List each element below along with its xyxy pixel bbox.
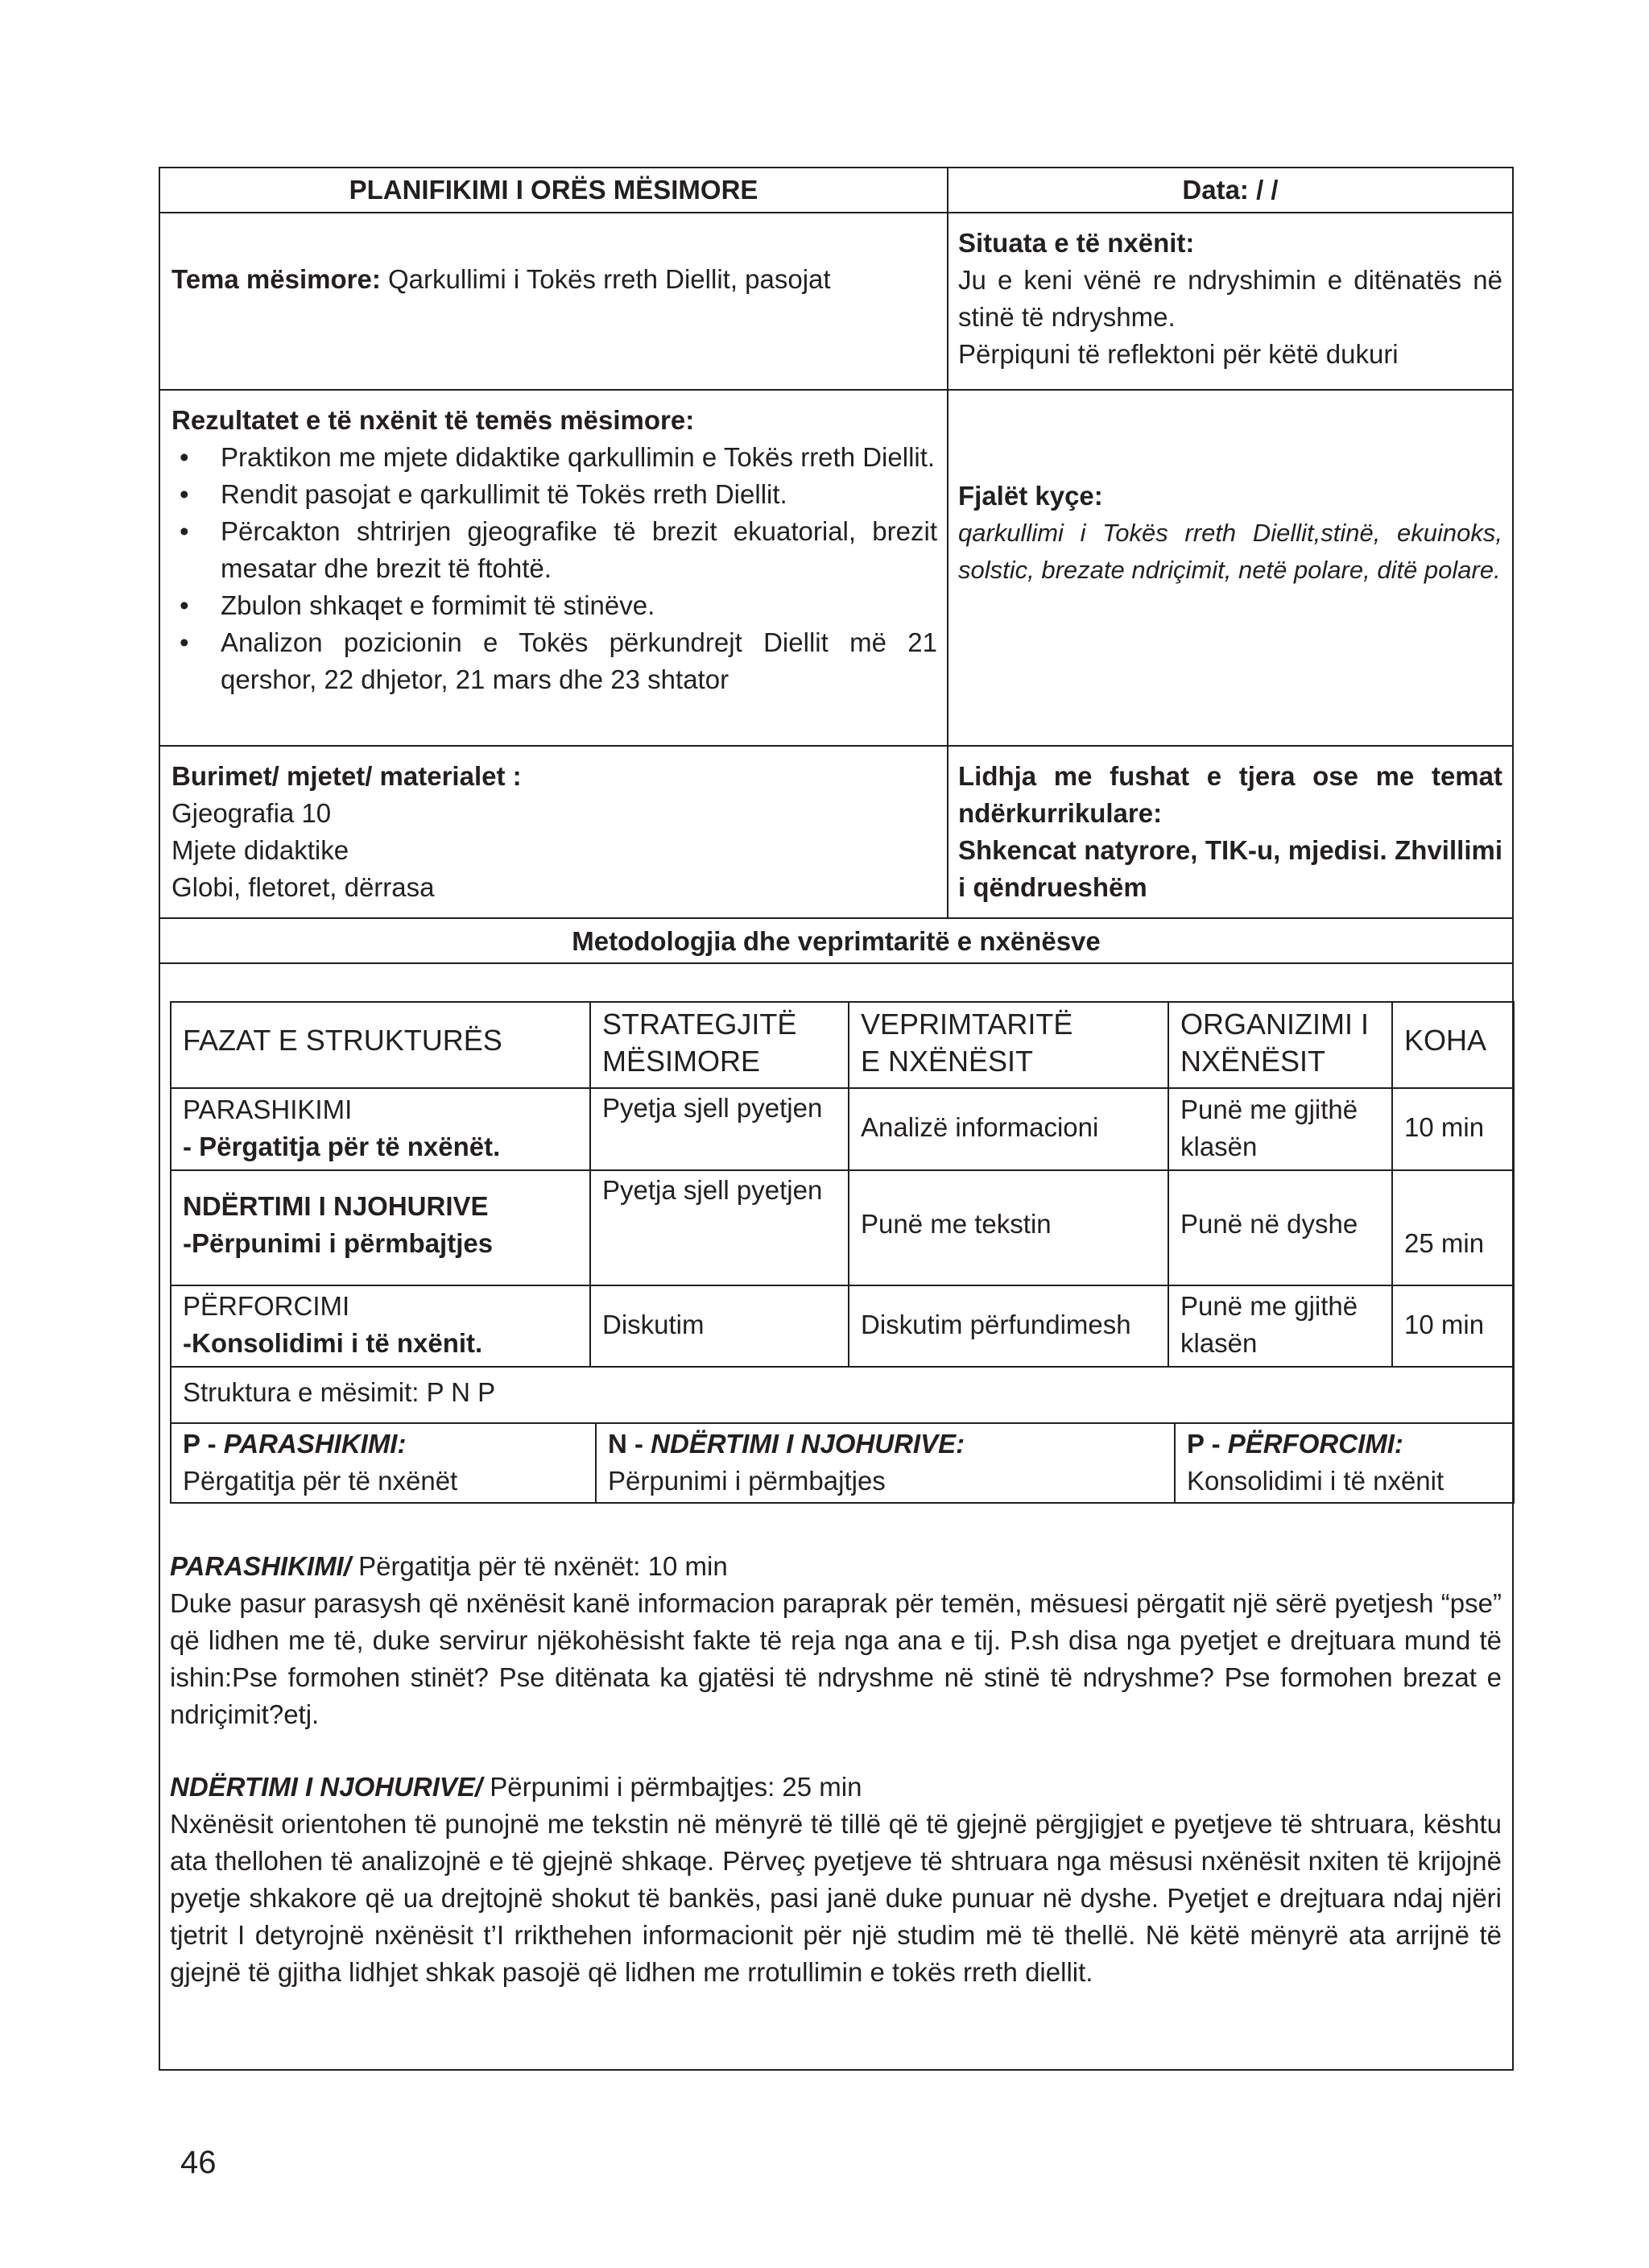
phase-sub: -Përpunimi i përmbajtjes (183, 1228, 494, 1258)
phase-name: NDËRTIMI I NJOHURIVE (183, 1191, 489, 1221)
date-field: Data: / / (1182, 175, 1279, 205)
legend-name: PËRFORCIMI: (1227, 1429, 1403, 1459)
outcomes-row (160, 391, 1512, 747)
keywords-text: qarkullimi i Tokës rreth Diellit,stinë, ekuinoks, solstic, brezate ndriçimit, netë polare, ditë polare. (958, 519, 1502, 584)
resources-cell (160, 747, 947, 917)
organization-cell: Punë me gjithë klasën (1180, 1291, 1358, 1358)
legend-desc: Përgatitja për të nxënët (183, 1466, 458, 1496)
legend-desc: Konsolidimi i të nxënit (1187, 1466, 1444, 1496)
outcomes-cell (160, 391, 947, 745)
page-number: 46 (180, 2145, 217, 2180)
topic-row (160, 213, 1512, 391)
header-strategies: STRATEGJITË MËSIMORE (602, 1008, 797, 1078)
outcome-item: • Praktikon me mjete didaktike qarkullimin e Tokës rreth Diellit. (172, 439, 937, 476)
time-cell: 25 min (1404, 1228, 1485, 1258)
legend-n (597, 1426, 1174, 1500)
situation-label: Situata e të nxënit: (958, 228, 1195, 258)
resource-item: Mjete didaktike (172, 835, 349, 865)
resource-item: Gjeografia 10 (172, 798, 332, 828)
resource-item: Globi, fletoret, dërrasa (172, 872, 435, 902)
activity-cell: Analizë informacioni (861, 1112, 1099, 1142)
legend-p1 (172, 1426, 595, 1500)
section-paragraph: Nxënësit orientohen të punojnë me tekstin në mënyrë të tillë që të gjejnë përgjigjet e pyetjeve të shtruara, kështu ata thellohen të analizojnë e të gjejnë shkaqe. Përveç pyetjeve të shtruara nga mësusi nxënësit nxiten të krijojnë pyetje shkakore që ua drejtojnë shokut të bankës, pasi janë duke punuar në dyshe. Pyetjet e drejtuara ndaj njëri tjetrit I detyrojnë nxënësit t’I rrikthehen informacionit për një studim më të thellë. Në këtë mënyrë ata arrijnë të gjejnë të gjitha lidhjet shkak pasojë që lidhen me rrotullimin e tokës rreth diellit. (170, 1809, 1502, 1987)
phases-table (170, 1001, 1515, 1504)
legend-letter: N - (608, 1429, 651, 1459)
resources-label: Burimet/ mjetet/ materialet : (172, 761, 522, 791)
outcomes-list (172, 439, 937, 698)
phase-name: PËRFORCIMI (183, 1291, 350, 1321)
plan-title: PLANIFIKIMI I ORËS MËSIMORE (349, 175, 758, 205)
situation-text: Ju e keni vënë re ndryshimin e ditënatës në stinë të ndryshme. (958, 265, 1502, 332)
links-cell (948, 747, 1512, 917)
header-activities: VEPRIMTARITË E NXËNËSIT (861, 1008, 1073, 1078)
topic-cell (160, 213, 947, 389)
strategy-cell: Diskutim (602, 1310, 705, 1339)
strategy-cell: Pyetja sjell pyetjen (602, 1093, 823, 1123)
topic-label: Tema mësimore: (172, 264, 381, 294)
resources-row (160, 747, 1512, 919)
outcome-item: • Zbulon shkaqet e formimit të stinëve. (172, 587, 937, 624)
legend-name: PARASHIKIMI: (223, 1429, 407, 1459)
phase-cell (172, 1188, 589, 1262)
keywords-label: Fjalët kyçe: (958, 481, 1103, 511)
section-title (170, 1548, 728, 1585)
header-organization: ORGANIZIMI I NXËNËSIT (1180, 1008, 1369, 1078)
legend-name: NDËRTIMI I NJOHURIVE: (651, 1429, 965, 1459)
section-subheading: Përgatitja për të nxënët: 10 min (350, 1551, 728, 1581)
section-heading: PARASHIKIMI/ (170, 1551, 351, 1581)
legend-letter: P - (183, 1429, 224, 1459)
outcome-item: • Përcakton shtrirjen gjeografike të brezit ekuatorial, brezit mesatar dhe brezit të ftohtë. (172, 513, 937, 587)
time-cell: 10 min (1404, 1310, 1485, 1339)
phase-sub: -Konsolidimi i të nxënit. (183, 1328, 483, 1358)
strategy-cell: Pyetja sjell pyetjen (602, 1175, 823, 1205)
methodology-title: Metodologjia dhe veprimtaritë e nxënësve (160, 919, 1512, 964)
lesson-structure: Struktura e mësimit: P N P (183, 1377, 496, 1407)
links-label: Lidhja me fushat e tjera ose me temat ndërkurrikulare: (958, 761, 1502, 828)
keywords-cell (948, 391, 1512, 745)
topic-value: Qarkullimi i Tokës rreth Diellit, pasojat (388, 264, 831, 294)
activity-cell: Diskutim përfundimesh (861, 1310, 1131, 1339)
situation-cell (948, 213, 1512, 389)
section-heading: NDËRTIMI I NJOHURIVE/ (170, 1772, 483, 1802)
header-row (160, 168, 1512, 213)
situation-text-2: Përpiquni të reflektoni për këtë dukuri (958, 339, 1399, 369)
legend-p2 (1176, 1426, 1514, 1500)
outcomes-label: Rezultatet e të nxënit të temës mësimore: (172, 405, 695, 435)
organization-cell: Punë në dyshe (1180, 1209, 1358, 1239)
outcome-item: • Rendit pasojat e qarkullimit të Tokës rreth Diellit. (172, 476, 937, 513)
section-title (170, 1769, 862, 1806)
header-time: KOHA (1404, 1024, 1487, 1057)
activity-cell: Punë me tekstin (861, 1209, 1052, 1239)
links-text: Shkencat natyrore, TIK-u, mjedisi. Zhvillimi i qëndrueshëm (958, 835, 1502, 902)
legend-letter: P - (1187, 1429, 1228, 1459)
phase-cell (172, 1288, 589, 1362)
phase-sub: - Përgatitja për të nxënët. (183, 1132, 501, 1161)
phase-name: PARASHIKIMI (183, 1095, 353, 1124)
outcome-item: • Analizon pozicionin e Tokës përkundrejt Diellit më 21 qershor, 22 dhjetor, 21 mars dhe 23 shtator (172, 624, 937, 698)
header-phases: FAZAT E STRUKTURËS (183, 1024, 502, 1057)
time-cell: 10 min (1404, 1112, 1485, 1142)
organization-cell: Punë me gjithë klasën (1180, 1095, 1358, 1161)
phase-cell (172, 1091, 589, 1165)
section-paragraph: Duke pasur parasysh që nxënësit kanë informacion paraprak për temën, mësuesi përgatit një sërë pyetjesh “pse” që lidhen me të, duke servirur njëkohësisht fakte të reja nga ana e tij. P.sh disa nga pyetjet e drejtuara mund të ishin:Pse formohen stinët? Pse ditënata ka gjatësi të ndryshme në stinë të ndryshme? Pse formohen brezat e ndriçimit?etj. (170, 1588, 1502, 1729)
section-subheading: Përpunimi i përmbajtjes: 25 min (482, 1772, 862, 1802)
legend-desc: Përpunimi i përmbajtjes (608, 1466, 886, 1496)
